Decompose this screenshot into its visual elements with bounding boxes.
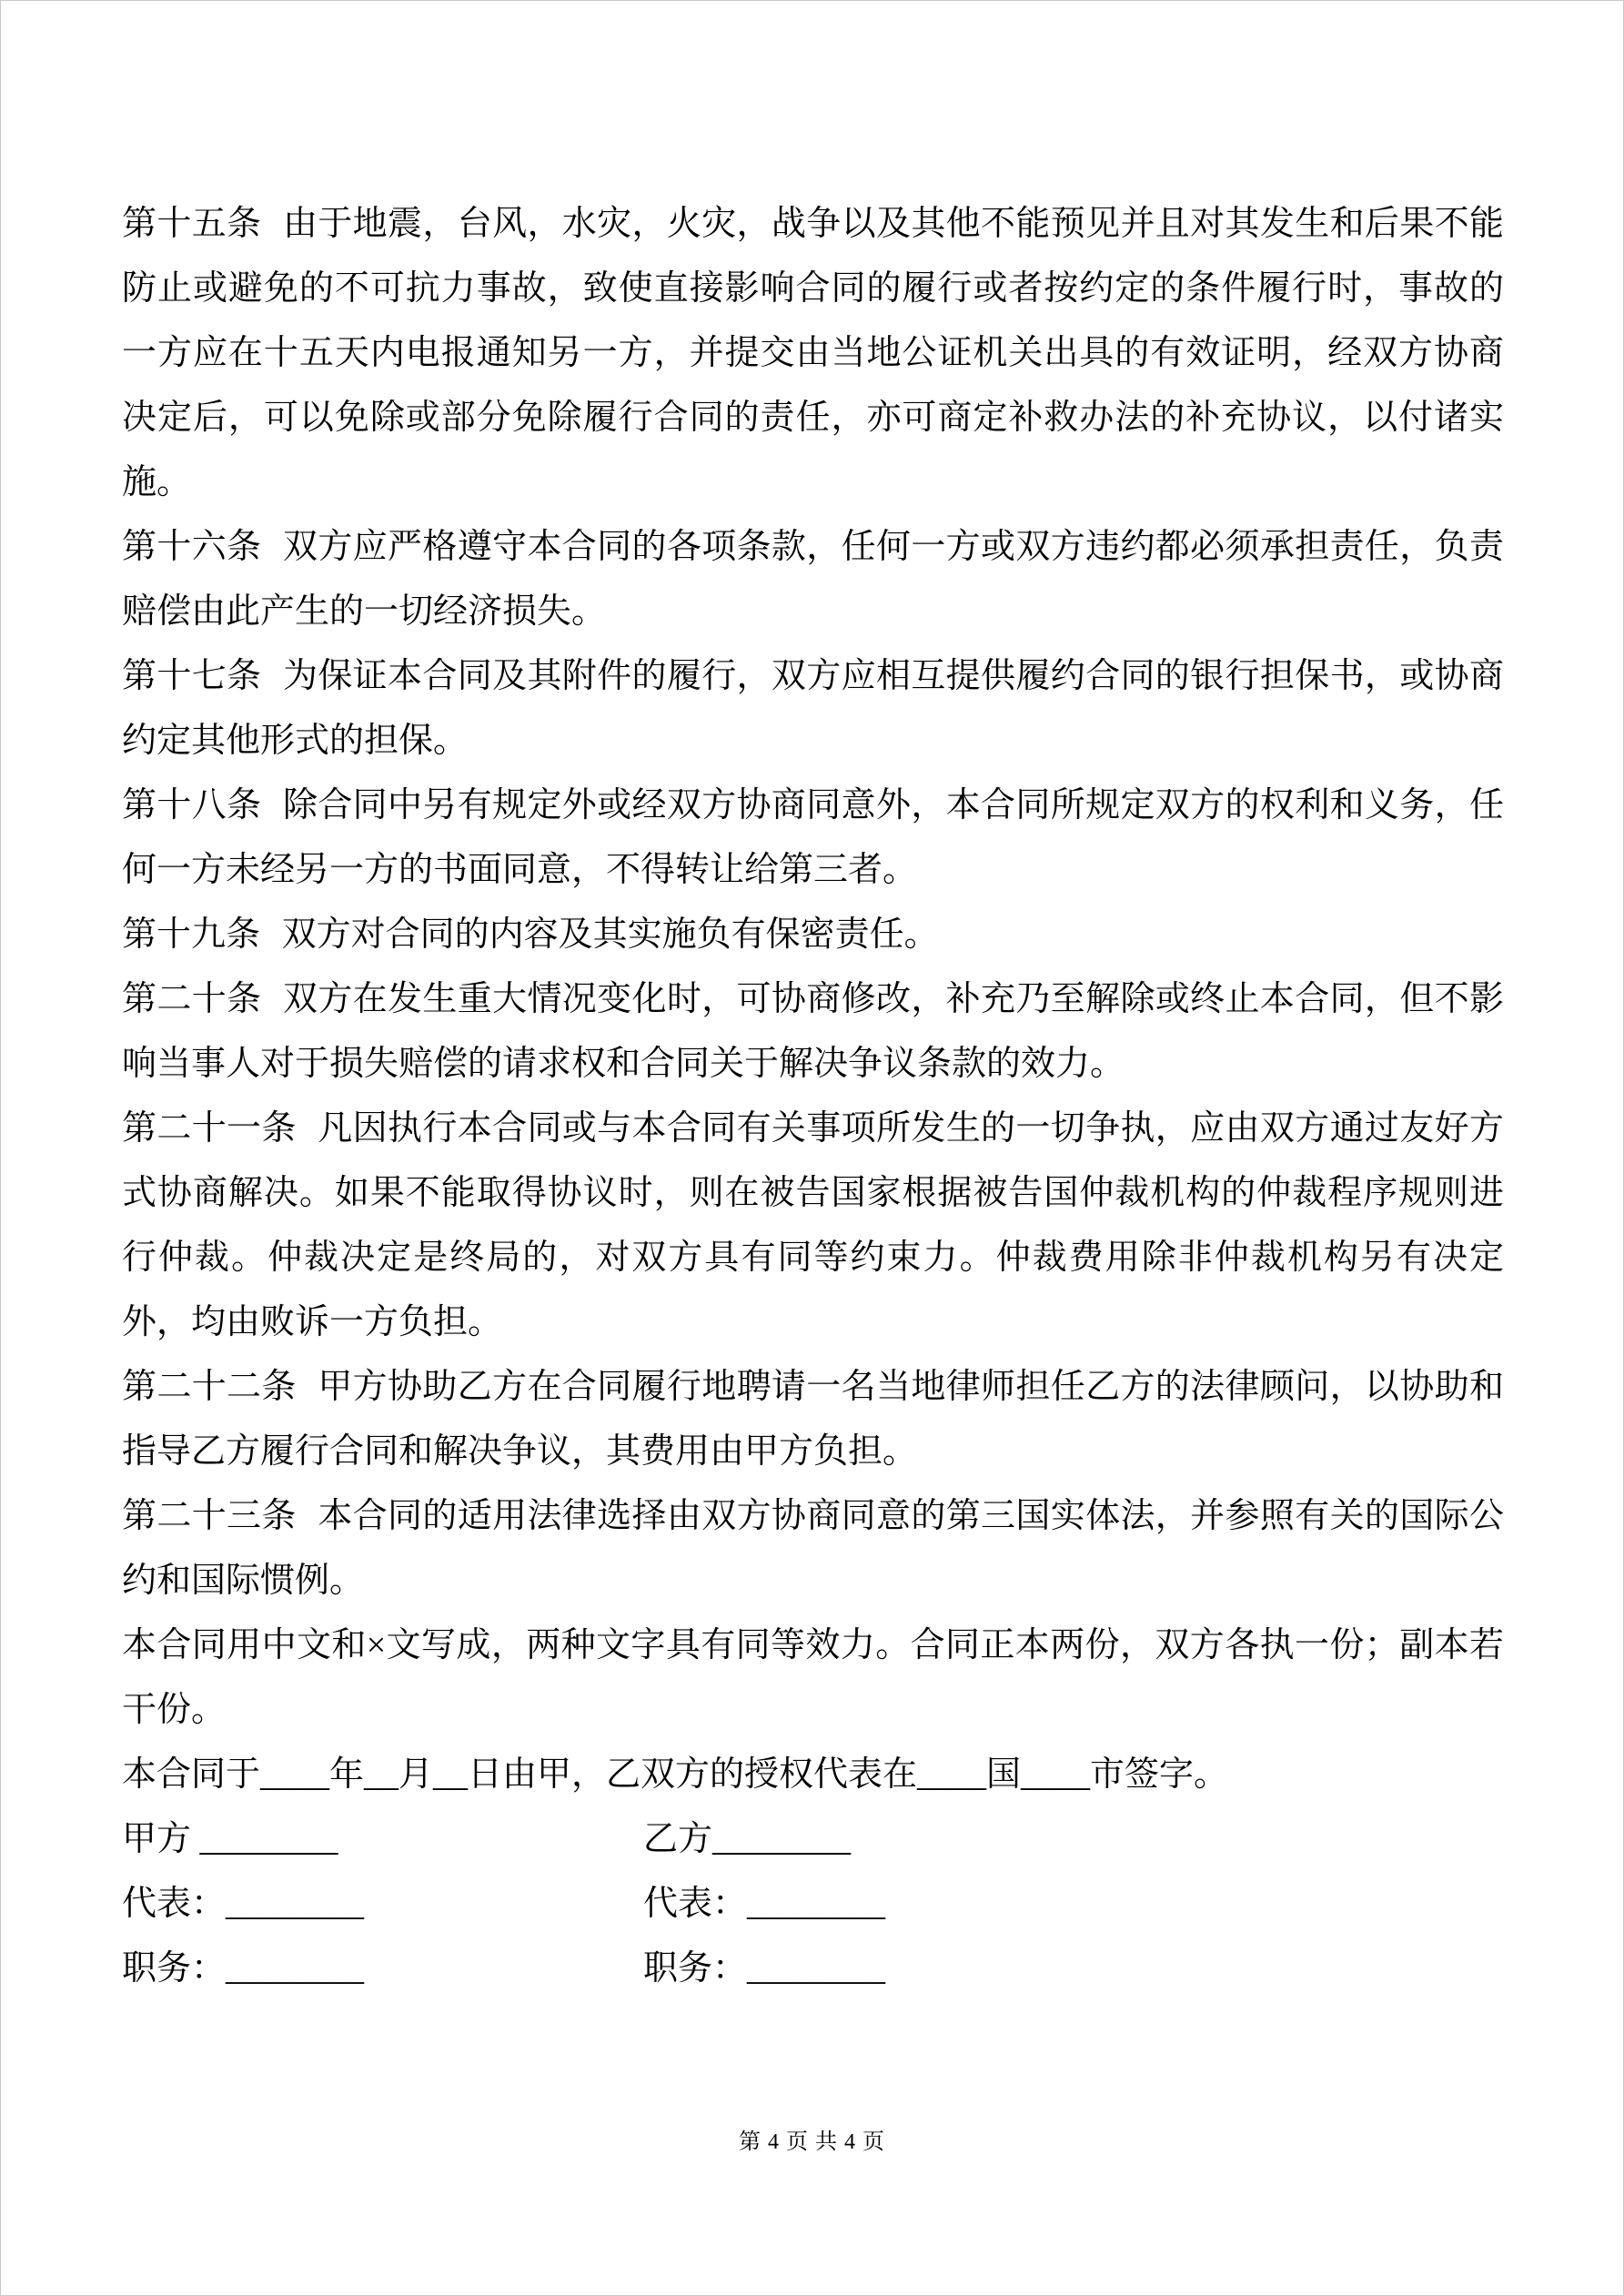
clause-paragraph-16 bbox=[122, 515, 1504, 644]
clause-paragraph-15 bbox=[122, 192, 1504, 515]
signature-row-party bbox=[122, 1807, 1504, 1872]
party-b-blank: 乙方________ bbox=[643, 1820, 852, 1858]
contract-body bbox=[122, 192, 1504, 2001]
party-a-blank: 甲方 ________ bbox=[122, 1820, 338, 1858]
clause-number: 第十五条 bbox=[122, 205, 262, 243]
clause-text: 甲方协助乙方在合同履行地聘请一名当地律师担任乙方的法律顾问，以协助和指导乙方履行合同和解决争议，其费用由甲方负担。 bbox=[122, 1368, 1504, 1471]
clause-text: 由于地震，台风，水灾，火灾，战争以及其他不能预见并且对其发生和后果不能防止或避免的不可抗力事故，致使直接影响合同的履行或者按约定的条件履行时，事故的一方应在十五天内电报通知另一方，并提交由当地公证机关出具的有效证明，经双方协商决定后，可以免除或部分免除履行合同的责任，亦可商定补救办法的补充协议，以付诸实施。 bbox=[122, 205, 1504, 501]
clause-text: 凡因执行本合同或与本合同有关事项所发生的一切争执，应由双方通过友好方式协商解决。如果不能取得协议时，则在被告国家根据被告国仲裁机构的仲裁程序规则进行仲裁。仲裁决定是终局的，对双方具有同等约束力。仲裁费用除非仲裁机构另有决定外，均由败诉一方负担。 bbox=[122, 1109, 1504, 1341]
party-b-title-blank: 职务：________ bbox=[643, 1949, 886, 1988]
clause-paragraph-19 bbox=[122, 903, 1504, 967]
clause-text: 双方在发生重大情况变化时，可协商修改，补充乃至解除或终止本合同，但不影响当事人对于损失赔偿的请求权和合同关于解决争议条款的效力。 bbox=[122, 980, 1504, 1083]
clause-text: 本合同的适用法律选择由双方协商同意的第三国实体法，并参照有关的国际公约和国际惯例。 bbox=[122, 1497, 1504, 1600]
signing-date-paragraph bbox=[122, 1743, 1504, 1807]
clause-text: 本合同用中文和×文写成，两种文字具有同等效力。合同正本两份，双方各执一份；副本若干份。 bbox=[122, 1626, 1504, 1729]
clause-text: 为保证本合同及其附件的履行，双方应相互提供履约合同的银行担保书，或协商约定其他形式的担保。 bbox=[122, 657, 1504, 760]
signature-row-representative bbox=[122, 1872, 1504, 1937]
clause-number: 第十九条 bbox=[122, 915, 261, 954]
clause-text: 双方对合同的内容及其实施负有保密责任。 bbox=[281, 915, 939, 954]
page-number-footer: 第 4 页 共 4 页 bbox=[739, 2130, 885, 2154]
clause-paragraph-23 bbox=[122, 1484, 1504, 1613]
party-b-representative-blank: 代表：________ bbox=[643, 1885, 886, 1923]
clause-number: 第二十一条 bbox=[122, 1109, 297, 1148]
clause-paragraph-17 bbox=[122, 644, 1504, 774]
party-a-title-blank: 职务：________ bbox=[122, 1949, 365, 1988]
clause-text: 双方应严格遵守本合同的各项条款，任何一方或双方违约都必须承担责任，负责赔偿由此产生的一切经济损失。 bbox=[122, 528, 1504, 631]
clause-number: 第十七条 bbox=[122, 657, 262, 695]
clause-paragraph-21 bbox=[122, 1097, 1504, 1355]
clause-paragraph-20 bbox=[122, 967, 1504, 1097]
clause-paragraph-18 bbox=[122, 774, 1504, 903]
clause-number: 第二十三条 bbox=[122, 1497, 297, 1535]
signature-row-title bbox=[122, 1937, 1504, 2001]
clause-text: 本合同于____年__月__日由甲，乙双方的授权代表在____国____市签字。 bbox=[122, 1755, 1229, 1794]
clause-number: 第二十二条 bbox=[122, 1368, 297, 1406]
clause-text: 除合同中另有规定外或经双方协商同意外，本合同所规定双方的权利和义务，任何一方未经另一方的书面同意，不得转让给第三者。 bbox=[122, 786, 1504, 889]
party-a-representative-blank: 代表：________ bbox=[122, 1885, 365, 1923]
clause-number: 第十六条 bbox=[122, 528, 262, 566]
languages-copies-paragraph bbox=[122, 1613, 1504, 1743]
clause-paragraph-22 bbox=[122, 1355, 1504, 1484]
clause-number: 第二十条 bbox=[122, 980, 262, 1018]
clause-number: 第十八条 bbox=[122, 786, 262, 824]
